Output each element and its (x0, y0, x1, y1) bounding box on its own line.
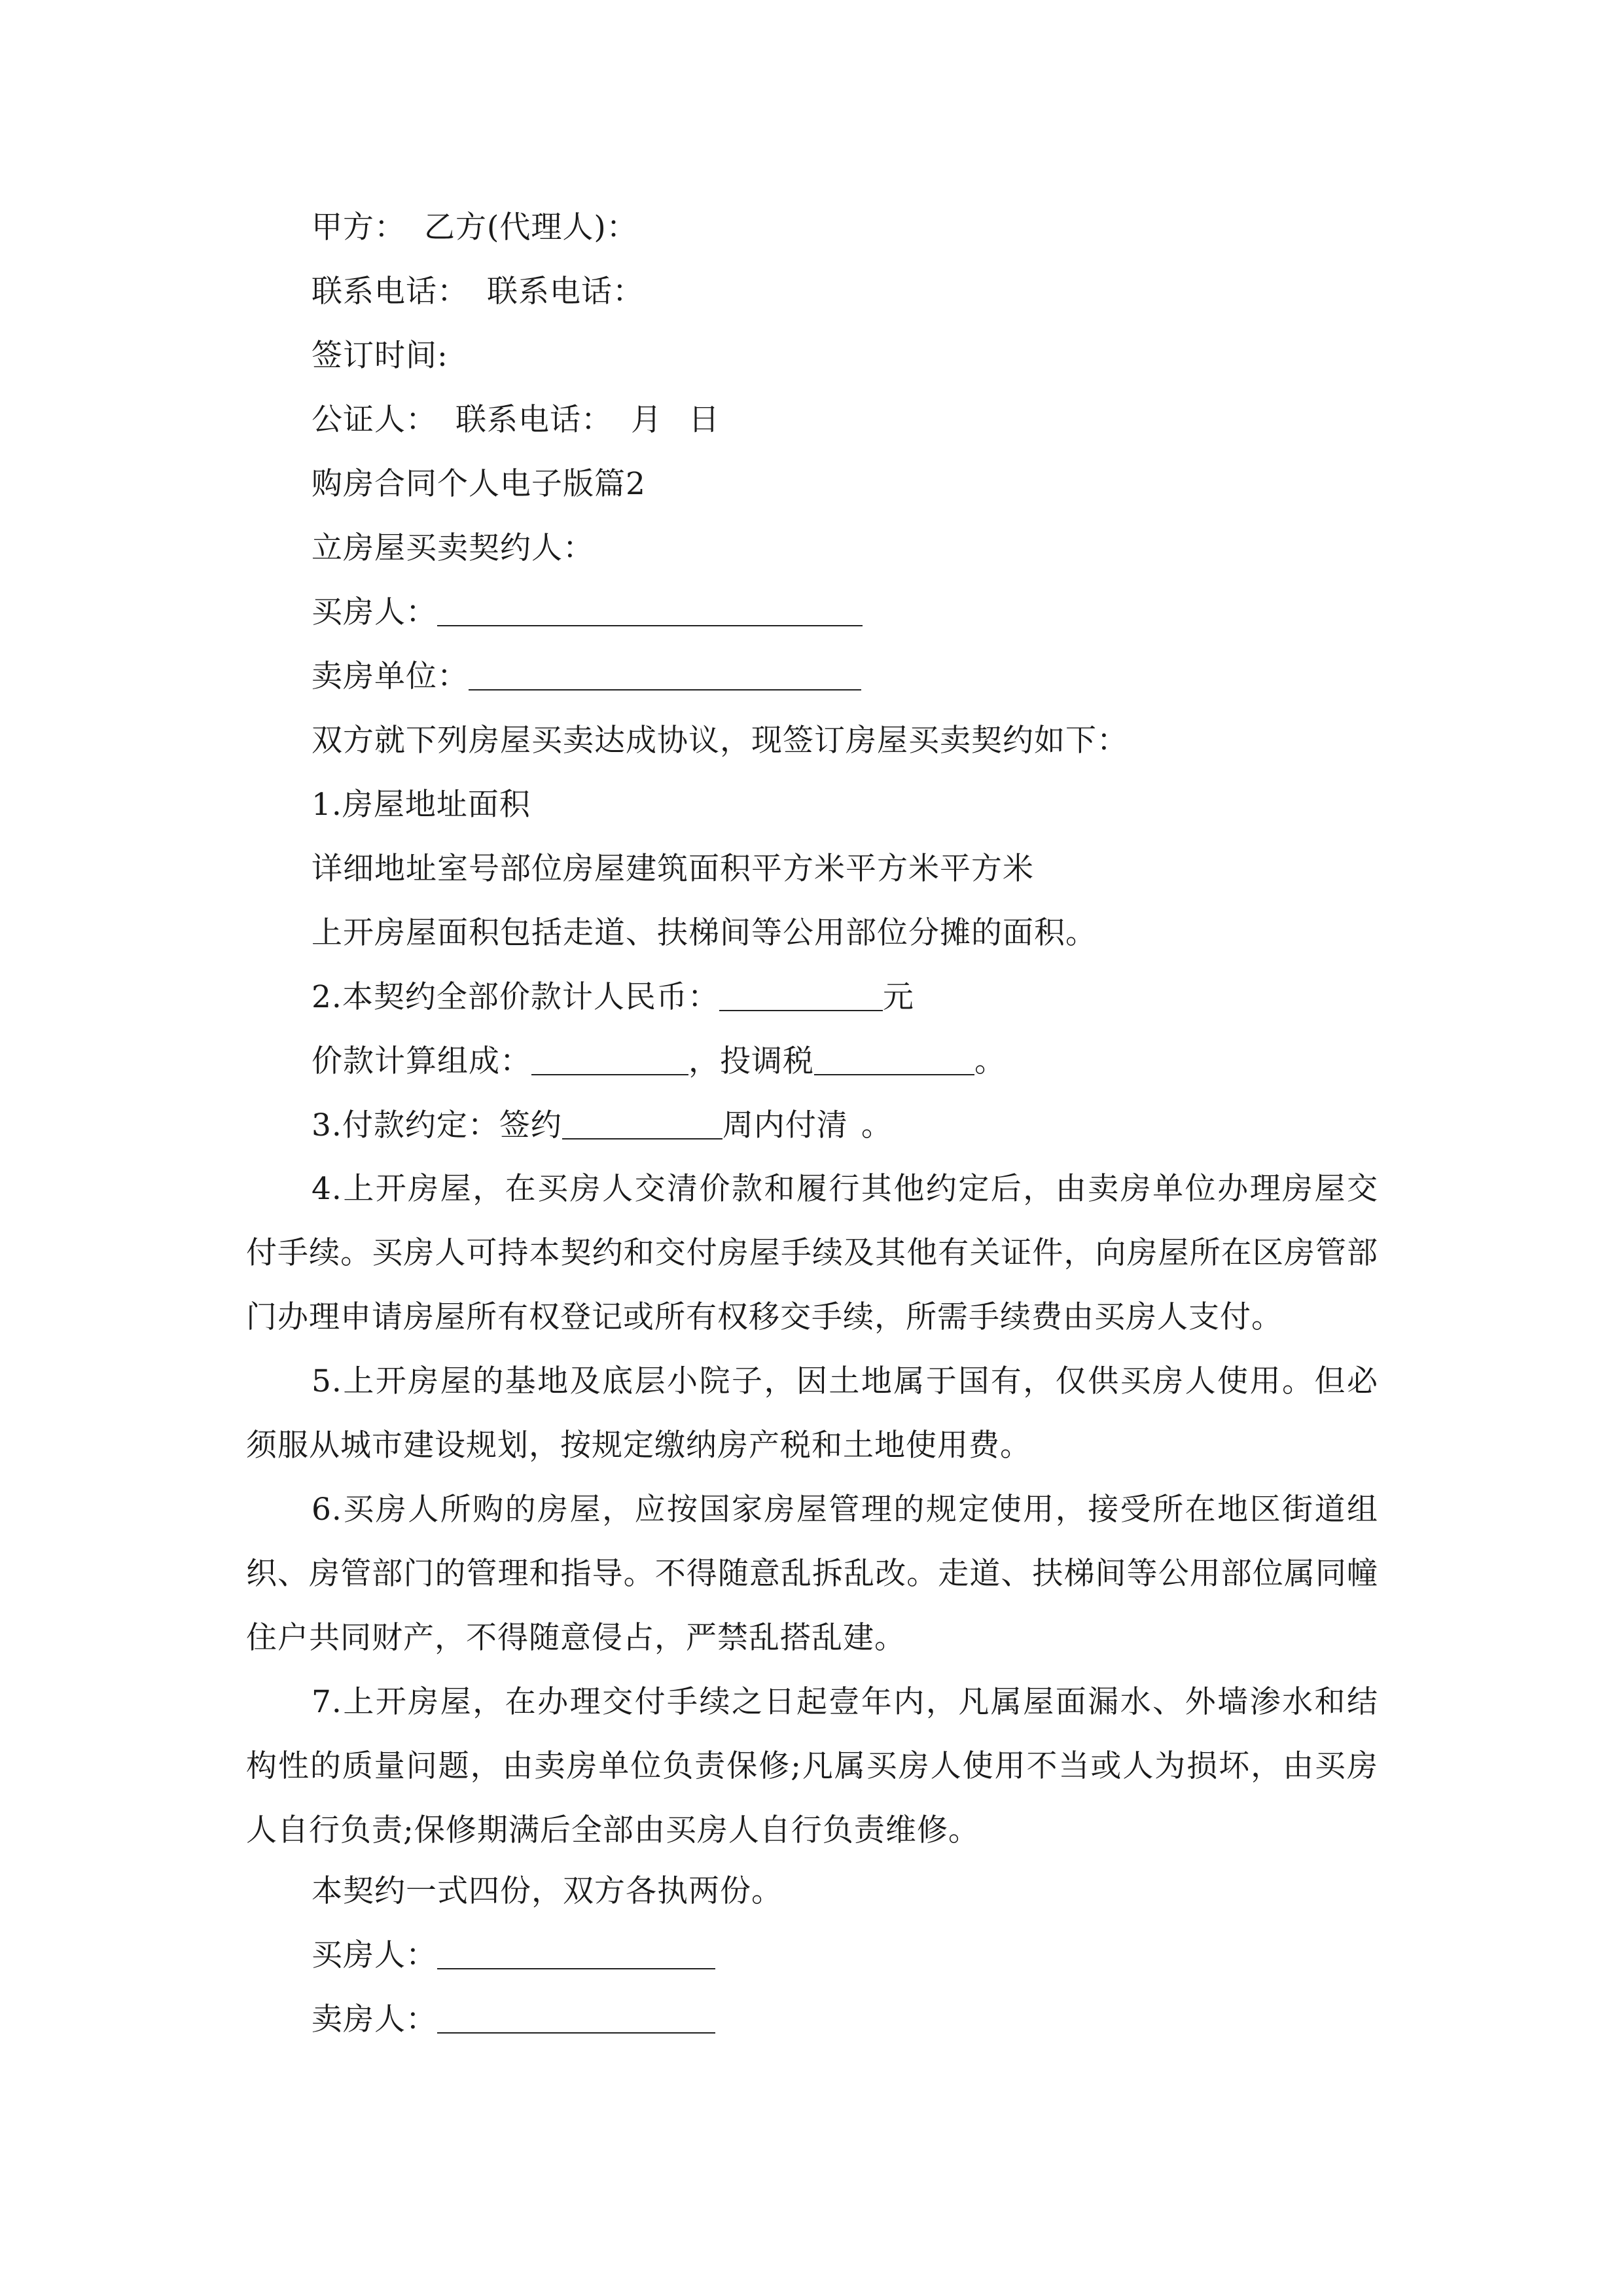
clause1-note: 上开房屋面积包括走道、扶梯间等公用部位分摊的面积。 (312, 915, 1097, 951)
composition-label: 价款计算组成： (312, 1043, 531, 1079)
buyer-signature-line (312, 1936, 715, 1975)
day-label: 日 (688, 402, 720, 438)
clause1-detail: 详细地址室号部位房屋建筑面积平方米平方米平方米 (312, 851, 1034, 887)
buyer-signature-blank (437, 1939, 715, 1969)
parties-intro: 立房屋买卖契约人： (312, 530, 594, 566)
composition-blank (531, 1045, 688, 1075)
price-blank (719, 981, 883, 1011)
clause3-end: 。 (861, 1107, 893, 1143)
phone-b-label: 联系电话： (487, 274, 644, 310)
clause2-line (312, 978, 914, 1017)
clause3-line (312, 1106, 893, 1145)
phone-line (312, 272, 644, 312)
tax-blank (814, 1045, 974, 1075)
clause7-paragraph: 7.上开房屋，在办理交付手续之日起壹年内，凡属屋面漏水、外墙渗水和结构性的质量问题，由卖房单位负责保修;凡属买房人使用不当或人为损坏，由买房人自行负责;保修期满后全部由买房人自行负责维修。 (246, 1684, 1378, 1848)
clause3-suffix: 周内付清 (722, 1107, 848, 1143)
composition-line (312, 1042, 1006, 1081)
buyer-line (312, 593, 863, 632)
tax-label: ，投调税 (688, 1043, 814, 1079)
buyer-signature-label: 买房人： (312, 1937, 437, 1973)
clause1-title: 1.房屋地址面积 (312, 787, 531, 823)
seller-signature-line (312, 2000, 715, 2039)
party-a-label: 甲方： (312, 209, 406, 245)
phone-a-label: 联系电话： (312, 274, 469, 310)
clause3-label: 3.付款约定：签约 (312, 1107, 562, 1143)
notary-label: 公证人： (312, 402, 437, 438)
composition-end: 。 (974, 1043, 1006, 1079)
party-b-label: 乙方(代理人)： (424, 209, 638, 245)
notary-line (312, 401, 720, 440)
weeks-blank (562, 1109, 722, 1139)
copies-line: 本契约一式四份，双方各执两份。 (312, 1873, 783, 1909)
clause5-paragraph: 5.上开房屋的基地及底层小院子，因土地属于国有，仅供买房人使用。但必须服从城市建设规划，按规定缴纳房产税和土地使用费。 (246, 1363, 1378, 1463)
clause4-paragraph: 4.上开房屋，在买房人交清价款和履行其他约定后，由卖房单位办理房屋交付手续。买房人可持本契约和交付房屋手续及其他有关证件，向房屋所在区房管部门办理申请房屋所有权登记或所有权移交手续，所需手续费由买房人支付。 (246, 1171, 1378, 1335)
clause6-paragraph: 6.买房人所购的房屋，应按国家房屋管理的规定使用，接受所在地区街道组织、房管部门的管理和指导。不得随意乱拆乱改。走道、扶梯间等公用部位属同幢住户共同财产，不得随意侵占，严禁乱搭乱建。 (246, 1492, 1378, 1656)
buyer-blank (437, 596, 863, 626)
agreement-intro: 双方就下列房屋买卖达成协议，现签订房屋买卖契约如下： (312, 723, 1128, 759)
seller-blank (469, 660, 861, 691)
sign-time-label: 签订时间: (312, 338, 448, 374)
buyer-label: 买房人： (312, 594, 437, 630)
party-line (312, 208, 638, 247)
sign-time-line (312, 336, 448, 376)
clause2-label: 2.本契约全部价款计人民币： (312, 979, 719, 1015)
notary-phone-label: 联系电话： (455, 402, 613, 438)
section-title: 购房合同个人电子版篇2 (312, 466, 646, 502)
seller-line (312, 657, 861, 696)
month-label: 月 (631, 402, 662, 438)
seller-label: 卖房单位： (312, 658, 469, 694)
seller-signature-blank (437, 2003, 715, 2034)
seller-signature-label: 卖房人： (312, 2001, 437, 2037)
clause2-unit: 元 (882, 979, 914, 1015)
